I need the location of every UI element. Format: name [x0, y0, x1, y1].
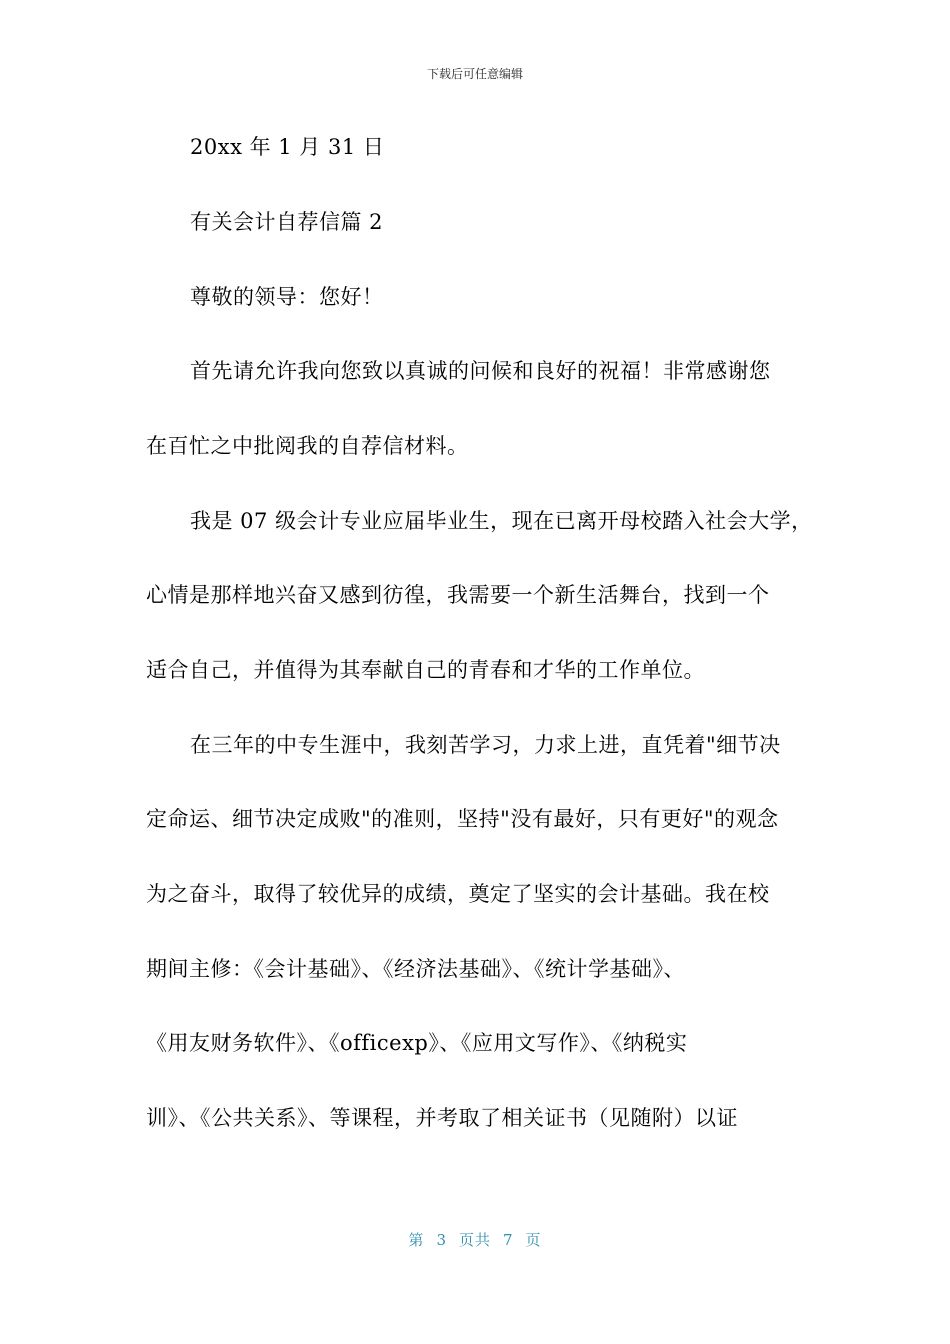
paragraph-line: 在百忙之中批阅我的自荐信材料。 [146, 434, 469, 458]
letter-title: 有关会计自荐信篇 2 [190, 210, 384, 234]
paragraph-line: 训》、《公共关系》、等课程，并考取了相关证书（见随附）以证 [146, 1106, 738, 1130]
page-header: 下载后可任意编辑 [426, 67, 523, 81]
paragraph-line: 心情是那样地兴奋又感到彷徨，我需要一个新生活舞台，找到一个 [146, 583, 770, 607]
salutation: 尊敬的领导：您好！ [190, 285, 384, 309]
date-line: 20xx 年 1 月 31 日 [190, 135, 385, 159]
paragraph-line: 首先请允许我向您致以真诚的问候和良好的祝福！非常感谢您 [190, 359, 771, 383]
footer-mid: 页共 [458, 1231, 491, 1249]
page-footer [0, 1230, 950, 1250]
paragraph-line: 定命运、细节决定成败"的准则，坚持"没有最好，只有更好"的观念 [146, 807, 779, 831]
paragraph-line: 期间主修：《会计基础》、《经济法基础》、《统计学基础》、 [146, 957, 685, 981]
total-pages-number: 7 [503, 1231, 514, 1249]
footer-suffix: 页 [525, 1231, 542, 1249]
current-page-number: 3 [436, 1231, 447, 1249]
paragraph-line: 为之奋斗，取得了较优异的成绩，奠定了坚实的会计基础。我在校 [146, 882, 770, 906]
paragraph-line: 我是 07 级会计专业应届毕业生，现在已离开母校踏入社会大学， [190, 509, 813, 533]
paragraph-line: 《用友财务软件》、《officexp》、《应用文写作》、《纳税实 [146, 1031, 688, 1055]
footer-prefix: 第 [408, 1231, 425, 1249]
paragraph-line: 适合自己，并值得为其奉献自己的青春和才华的工作单位。 [146, 658, 705, 682]
paragraph-line: 在三年的中专生涯中，我刻苦学习，力求上进，直凭着"细节决 [190, 733, 781, 757]
